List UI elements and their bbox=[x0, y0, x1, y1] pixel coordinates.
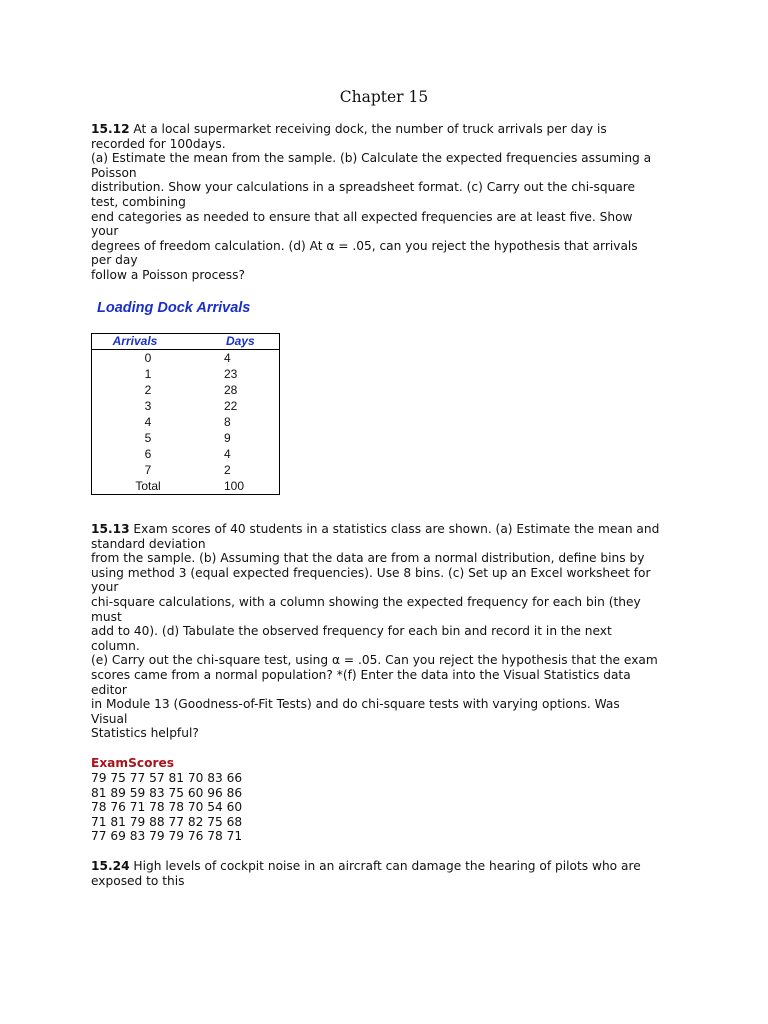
scores-row: 78 76 71 78 78 70 54 60 bbox=[91, 800, 243, 815]
problem-15-24 bbox=[91, 859, 691, 888]
problem-line: from the sample. (b) Assuming that the data are from a normal distribution, define bins by bbox=[91, 551, 645, 566]
problem-15-12 bbox=[91, 122, 691, 283]
table-row bbox=[92, 430, 279, 446]
days-cell: 8 bbox=[224, 415, 231, 429]
arrivals-cell: 7 bbox=[144, 463, 152, 477]
problem-line bbox=[91, 122, 691, 137]
table-row bbox=[92, 382, 279, 398]
problem-15-13 bbox=[91, 522, 691, 741]
problem-number: 15.24 bbox=[91, 859, 130, 873]
arrivals-cell: 6 bbox=[144, 447, 152, 461]
problem-line: Visual bbox=[91, 711, 128, 726]
problem-line: per day bbox=[91, 253, 138, 268]
problem-line: Statistics helpful? bbox=[91, 726, 199, 741]
scores-row: 77 69 83 79 79 76 78 71 bbox=[91, 829, 243, 844]
problem-line: degrees of freedom calculation. (d) At α = .05, can you reject the hypothesis that arrivals bbox=[91, 238, 638, 253]
column-header-arrivals: Arrivals bbox=[112, 334, 158, 348]
problem-line: chi-square calculations, with a column showing the expected frequency for each bin (they bbox=[91, 594, 641, 609]
table-total-row bbox=[92, 478, 279, 494]
problem-line: distribution. Show your calculations in a spreadsheet format. (c) Carry out the chi-square bbox=[91, 180, 636, 195]
problem-line: standard deviation bbox=[91, 536, 206, 551]
problem-line: (e) Carry out the chi-square test, using α = .05. Can you reject the hypothesis that the exam bbox=[91, 653, 658, 668]
problem-text: At a local supermarket receiving dock, the number of truck arrivals per day is bbox=[129, 122, 607, 136]
problem-text: High levels of cockpit noise in an aircraft can damage the hearing of pilots who are bbox=[129, 859, 641, 873]
total-label-cell: Total bbox=[135, 479, 161, 493]
problem-line bbox=[91, 859, 691, 874]
table-row bbox=[92, 366, 279, 382]
arrivals-cell: 3 bbox=[144, 399, 152, 413]
problem-line: recorded for 100days. bbox=[91, 136, 226, 151]
table-row bbox=[92, 414, 279, 430]
problem-line bbox=[91, 522, 691, 537]
arrivals-cell: 5 bbox=[144, 431, 152, 445]
scores-row: 81 89 59 83 75 60 96 86 bbox=[91, 785, 243, 800]
page-title: Chapter 15 bbox=[339, 88, 429, 106]
problem-line: using method 3 (equal expected frequencies). Use 8 bins. (c) Set up an Excel worksheet for bbox=[91, 565, 651, 580]
column-header-days: Days bbox=[226, 334, 255, 348]
days-cell: 28 bbox=[224, 383, 238, 397]
problem-line: end categories as needed to ensure that all expected frequencies are at least five. Show bbox=[91, 209, 633, 224]
problem-line: editor bbox=[91, 682, 127, 697]
arrivals-cell: 2 bbox=[144, 383, 152, 397]
days-cell: 4 bbox=[224, 351, 231, 365]
scores-row: 71 81 79 88 77 82 75 68 bbox=[91, 814, 243, 829]
table-row bbox=[92, 446, 279, 462]
dock-table-title: Loading Dock Arrivals bbox=[97, 300, 251, 316]
arrivals-cell: 1 bbox=[144, 367, 152, 381]
problem-number: 15.13 bbox=[91, 522, 130, 536]
problem-line: scores came from a normal population? *(f) Enter the data into the Visual Statistics data bbox=[91, 667, 631, 682]
arrivals-table bbox=[91, 333, 280, 495]
arrivals-cell: 0 bbox=[144, 351, 152, 365]
problem-line: must bbox=[91, 609, 122, 624]
exam-scores-title: ExamScores bbox=[91, 756, 175, 770]
table-row bbox=[92, 350, 279, 366]
problem-line: follow a Poisson process? bbox=[91, 267, 245, 282]
days-cell: 4 bbox=[224, 447, 231, 461]
problem-line: add to 40). (d) Tabulate the observed frequency for each bin and record it in the next bbox=[91, 624, 612, 639]
table-header-row bbox=[92, 334, 279, 350]
problem-text: Exam scores of 40 students in a statistics class are shown. (a) Estimate the mean and bbox=[129, 522, 660, 536]
days-cell: 22 bbox=[224, 399, 238, 413]
problem-line: column. bbox=[91, 638, 140, 653]
problem-line: your bbox=[91, 580, 119, 595]
days-cell: 23 bbox=[224, 367, 238, 381]
problem-line: test, combining bbox=[91, 194, 186, 209]
table-row bbox=[92, 462, 279, 478]
scores-row: 79 75 77 57 81 70 83 66 bbox=[91, 771, 243, 785]
days-cell: 9 bbox=[224, 431, 231, 445]
table-row bbox=[92, 398, 279, 414]
problem-line: Poisson bbox=[91, 165, 137, 180]
arrivals-cell: 4 bbox=[144, 415, 152, 429]
problem-line: exposed to this bbox=[91, 873, 185, 888]
total-value-cell: 100 bbox=[224, 479, 245, 493]
problem-number: 15.12 bbox=[91, 122, 130, 136]
exam-scores-data bbox=[91, 771, 242, 844]
problem-line: (a) Estimate the mean from the sample. (b) Calculate the expected frequencies assuming a bbox=[91, 151, 652, 166]
days-cell: 2 bbox=[224, 463, 231, 477]
problem-line: in Module 13 (Goodness-of-Fit Tests) and do chi-square tests with varying options. Was bbox=[91, 697, 620, 712]
problem-line: your bbox=[91, 224, 119, 239]
